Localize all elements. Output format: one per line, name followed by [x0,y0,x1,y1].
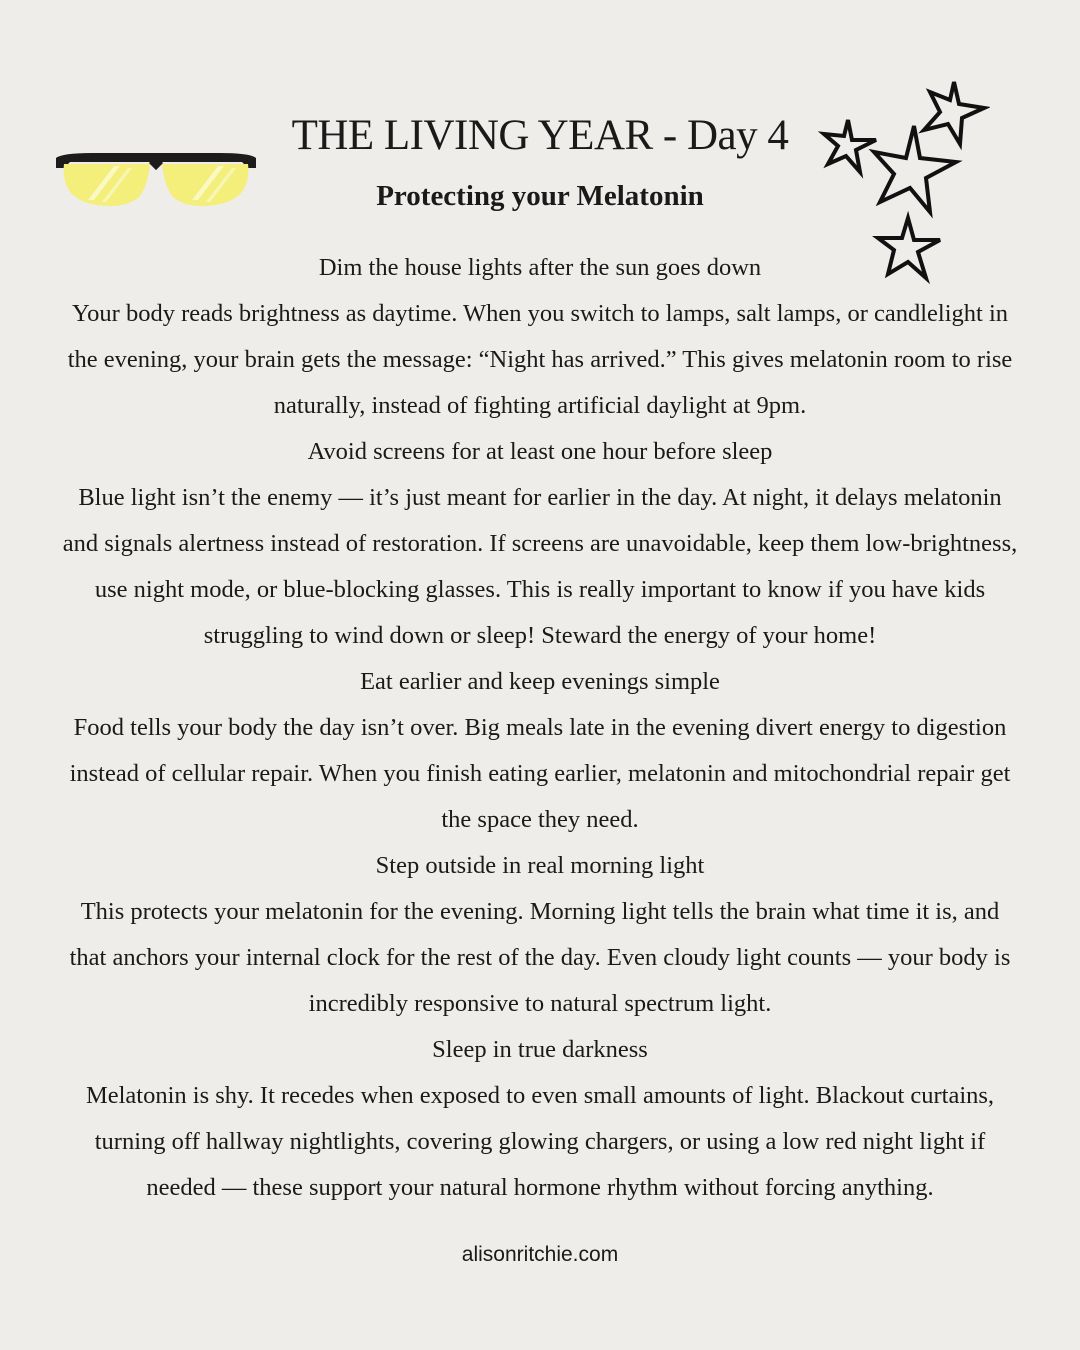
page-title: THE LIVING YEAR - Day 4 [291,112,789,159]
section-body: Your body reads brightness as daytime. When you switch to lamps, salt lamps, or candlelight in the evening, your brain gets the message: “Night has arrived.” This gives melatonin room to rise naturally, instead of fighting artificial daylight at 9pm. [67,300,1013,419]
section-body: Food tells your body the day isn’t over. Big meals late in the evening divert energy to digestion instead of cellular repair. When you finish eating earlier, melatonin and mitochondrial repair get the space they need. [69,714,1011,833]
section-body: Blue light isn’t the enemy — it’s just meant for earlier in the day. At night, it delays melatonin and signals alertness instead of restoration. If screens are unavoidable, keep them low-brightness, use night mode, or blue-blocking glasses. This is really important to know if you have kids struggling to wind down or sleep! Steward the energy of your home! [62,484,1018,649]
section-heading: Eat earlier and keep evenings simple [360,668,720,695]
section-body: Melatonin is shy. It recedes when exposed to even small amounts of light. Blackout curtains, turning off hallway nightlights, covering glowing chargers, or using a low red night light if needed — these support your natural hormone rhythm without forcing anything. [85,1082,995,1201]
section-heading: Step outside in real morning light [375,852,705,879]
section-heading: Sleep in true darkness [432,1036,648,1063]
section-heading: Avoid screens for at least one hour before sleep [307,438,773,465]
section-heading: Dim the house lights after the sun goes down [318,254,762,281]
blue-blocking-glasses-icon [52,150,260,212]
page-subtitle: Protecting your Melatonin [376,180,704,212]
section-body: This protects your melatonin for the evening. Morning light tells the brain what time it is, and that anchors your internal clock for the rest of the day. Even cloudy light counts — your body is incredibly responsive to natural spectrum light. [69,898,1011,1017]
tips-content [60,245,1020,1211]
website-link[interactable]: alisonritchie.com [461,1243,619,1266]
